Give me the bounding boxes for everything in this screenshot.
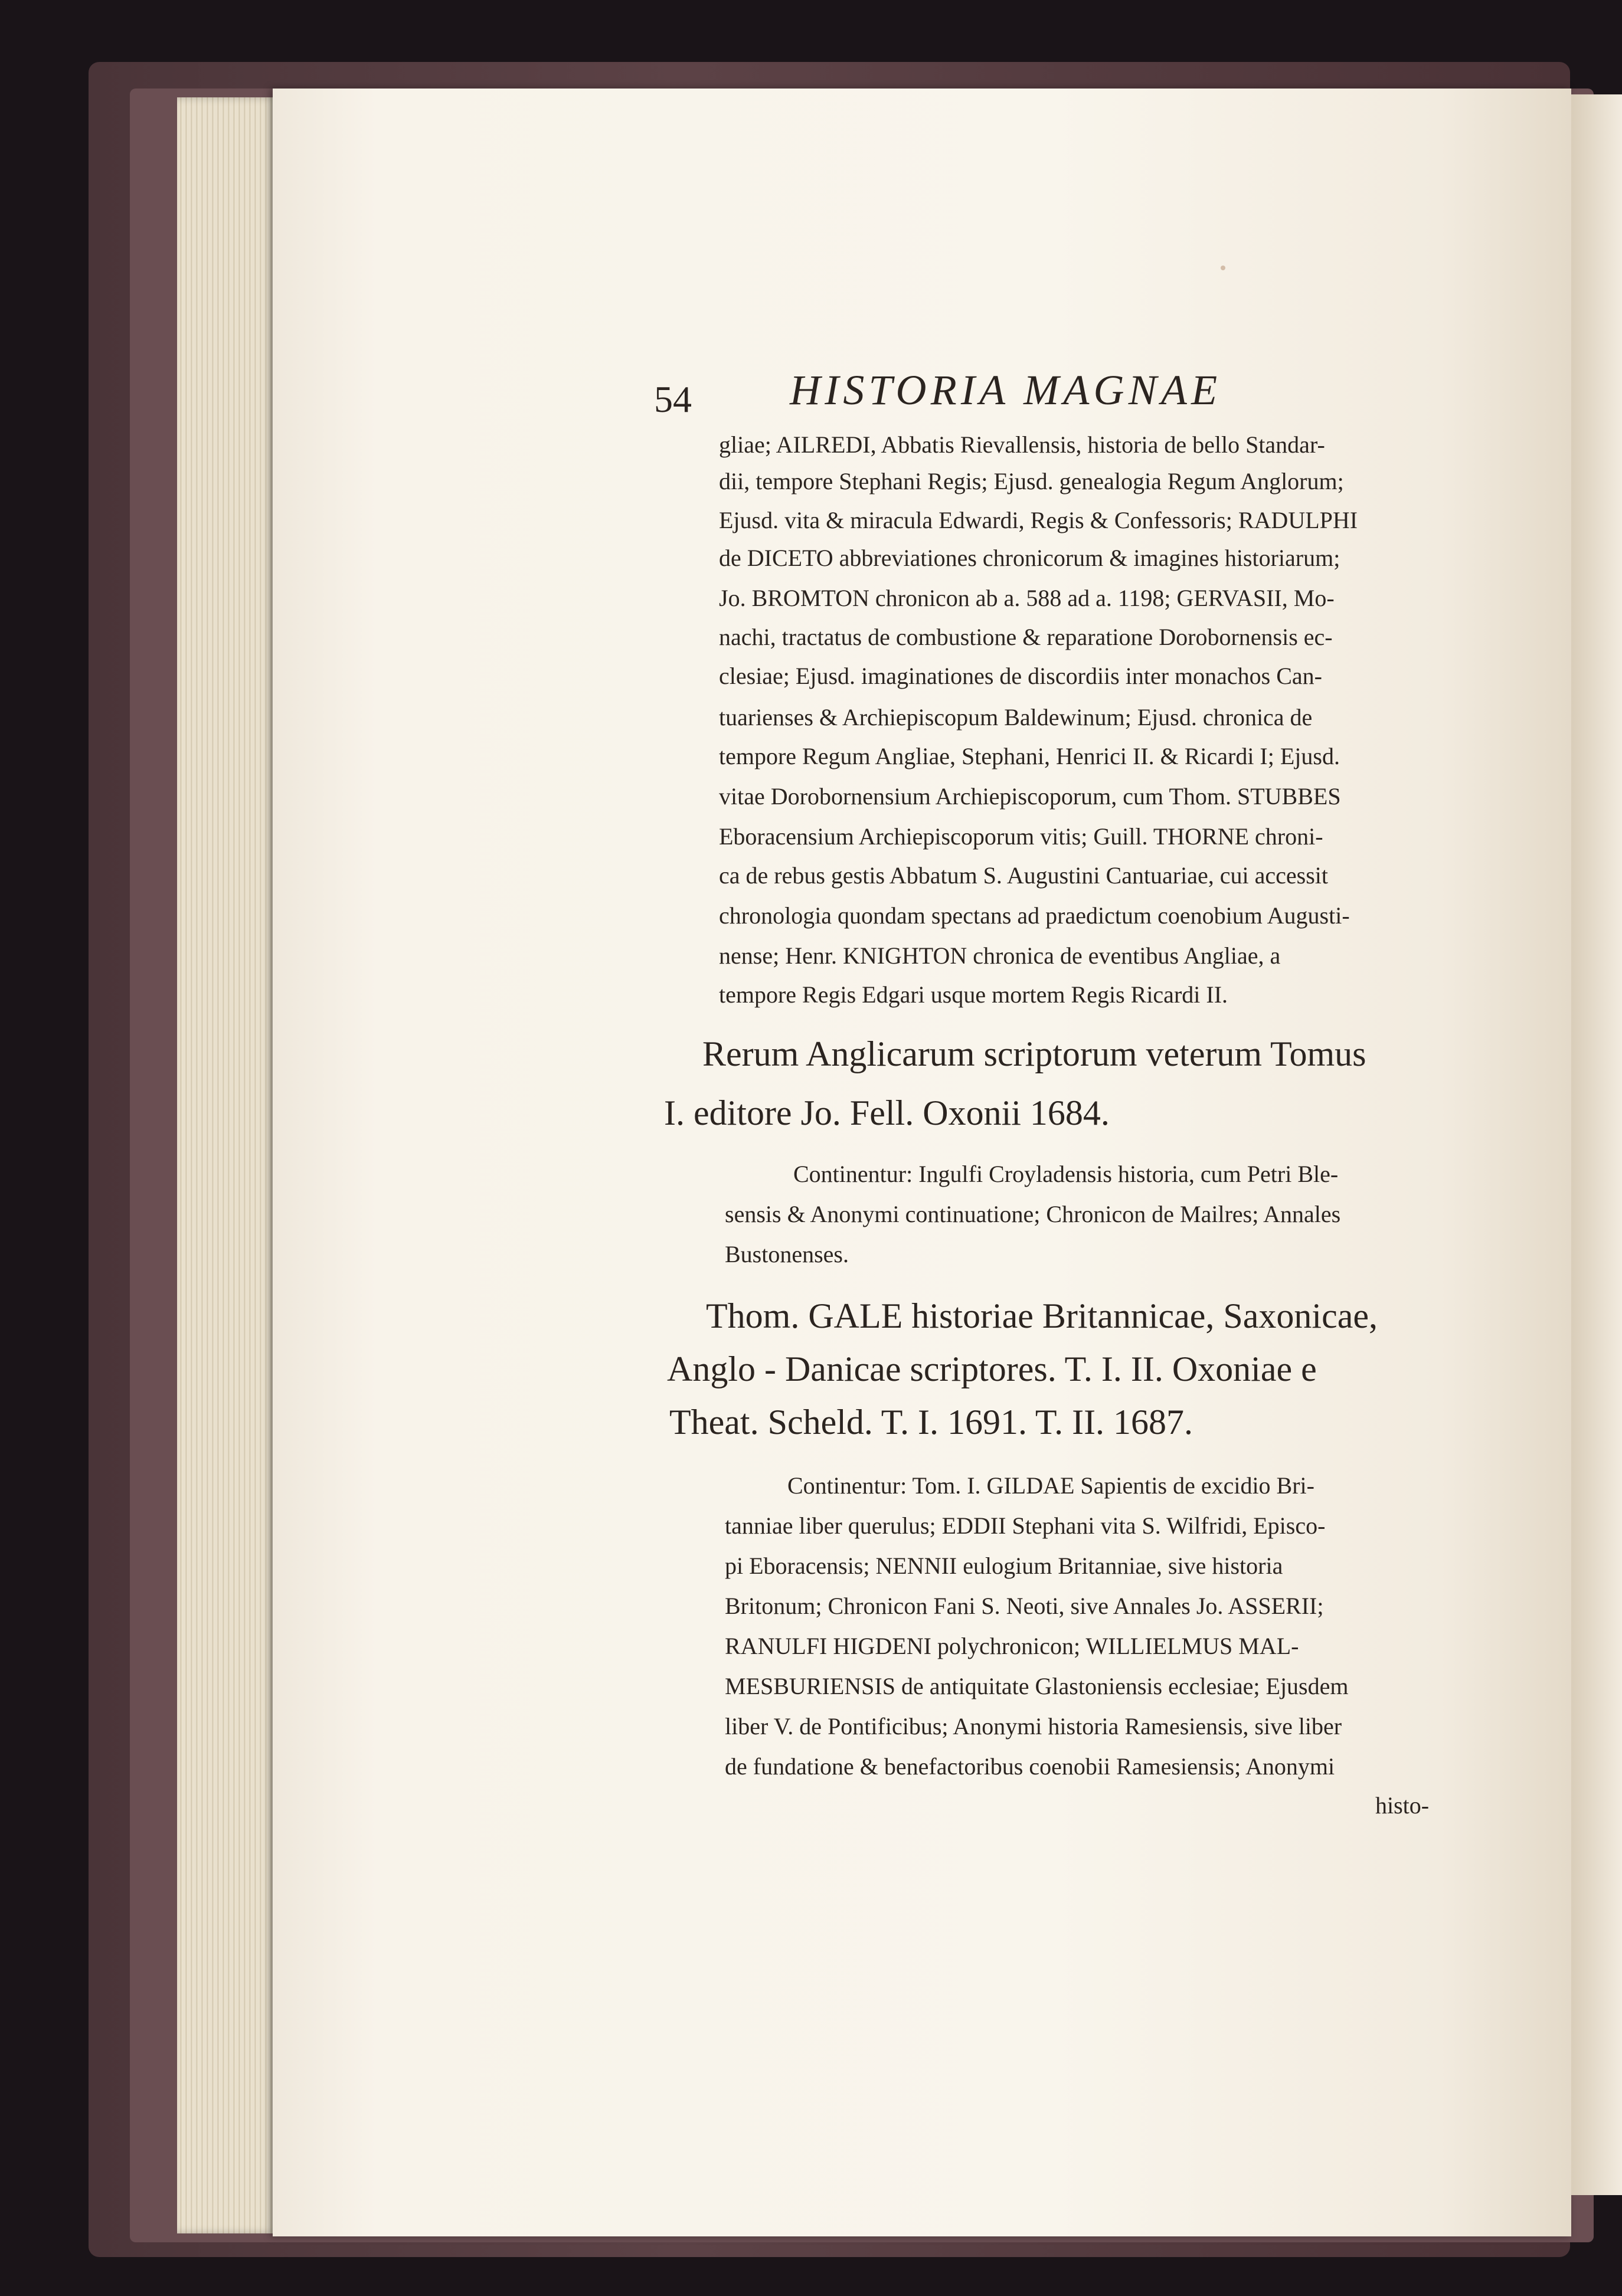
contents-line: Bustonenses. [725,1241,849,1267]
text-line: Eboracensium Archiepiscoporum vitis; Guill. THORNE chroni- [719,823,1323,850]
text-line: tempore Regum Angliae, Stephani, Henrici II. & Ricardi I; Ejusd. [719,743,1340,769]
entry-title-line: Anglo - Danicae scriptores. T. I. II. Oxoniae e [667,1350,1317,1388]
text-line: de DICETO abbreviationes chronicorum & imagines historiarum; [719,545,1340,571]
facing-page-edge [1571,94,1622,2195]
contents-line: RANULFI HIGDENI polychronicon; WILLIELMUS MAL- [725,1633,1299,1659]
entry-title-line: Thom. GALE historiae Britannicae, Saxonicae, [706,1296,1378,1335]
entry-title-line: I. editore Jo. Fell. Oxonii 1684. [664,1093,1110,1132]
contents-line: Continentur: Ingulfi Croyladensis historia, cum Petri Ble- [793,1161,1339,1187]
entry-title-line: Theat. Scheld. T. I. 1691. T. II. 1687. [669,1403,1193,1442]
text-line: tuarienses & Archiepiscopum Baldewinum; Ejusd. chronica de [719,704,1313,731]
contents-line: liber V. de Pontificibus; Anonymi historia Ramesiensis, sive liber [725,1713,1342,1740]
paper-speck [1221,266,1225,270]
text-line: Ejusd. vita & miracula Edwardi, Regis & Confessoris; RADULPHI [719,507,1358,533]
contents-line: MESBURIENSIS de antiquitate Glastoniensis ecclesiae; Ejusdem [725,1673,1349,1699]
text-line: nense; Henr. KNIGHTON chronica de eventibus Angliae, a [719,942,1281,969]
entry-title-line: Rerum Anglicarum scriptorum veterum Tomus [702,1034,1366,1073]
contents-line: de fundatione & benefactoribus coenobii Ramesiensis; Anonymi [725,1753,1335,1780]
text-line: vitae Dorobornensium Archiepiscoporum, cum Thom. STUBBES [719,783,1341,810]
text-line: Jo. BROMTON chronicon ab a. 588 ad a. 1198; GERVASII, Mo- [719,585,1335,611]
text-line: tempore Regis Edgari usque mortem Regis Ricardi II. [719,981,1228,1008]
contents-line: tanniae liber querulus; EDDII Stephani vita S. Wilfridi, Episco- [725,1512,1326,1539]
text-line: nachi, tractatus de combustione & reparatione Dorobornensis ec- [719,624,1333,650]
contents-line: Continentur: Tom. I. GILDAE Sapientis de excidio Bri- [787,1472,1314,1499]
text-line: gliae; AILREDI, Abbatis Rievallensis, historia de bello Standar- [719,431,1325,458]
contents-line: Britonum; Chronicon Fani S. Neoti, sive Annales Jo. ASSERII; [725,1593,1324,1619]
text-line: ca de rebus gestis Abbatum S. Augustini Cantuariae, cui accessit [719,862,1328,889]
contents-line: sensis & Anonymi continuatione; Chronicon de Mailres; Annales [725,1201,1341,1227]
catchword: histo- [1375,1792,1430,1819]
contents-line: pi Eboracensis; NENNII eulogium Britanniae, sive historia [725,1552,1283,1579]
page-edges [177,97,277,2233]
text-line: dii, tempore Stephani Regis; Ejusd. genealogia Regum Anglorum; [719,468,1344,494]
running-title: HISTORIA MAGNAE [790,366,1222,414]
page-number: 54 [654,378,692,420]
text-line: chronologia quondam spectans ad praedictum coenobium Augusti- [719,902,1350,929]
text-line: clesiae; Ejusd. imaginationes de discordiis inter monachos Can- [719,663,1322,689]
